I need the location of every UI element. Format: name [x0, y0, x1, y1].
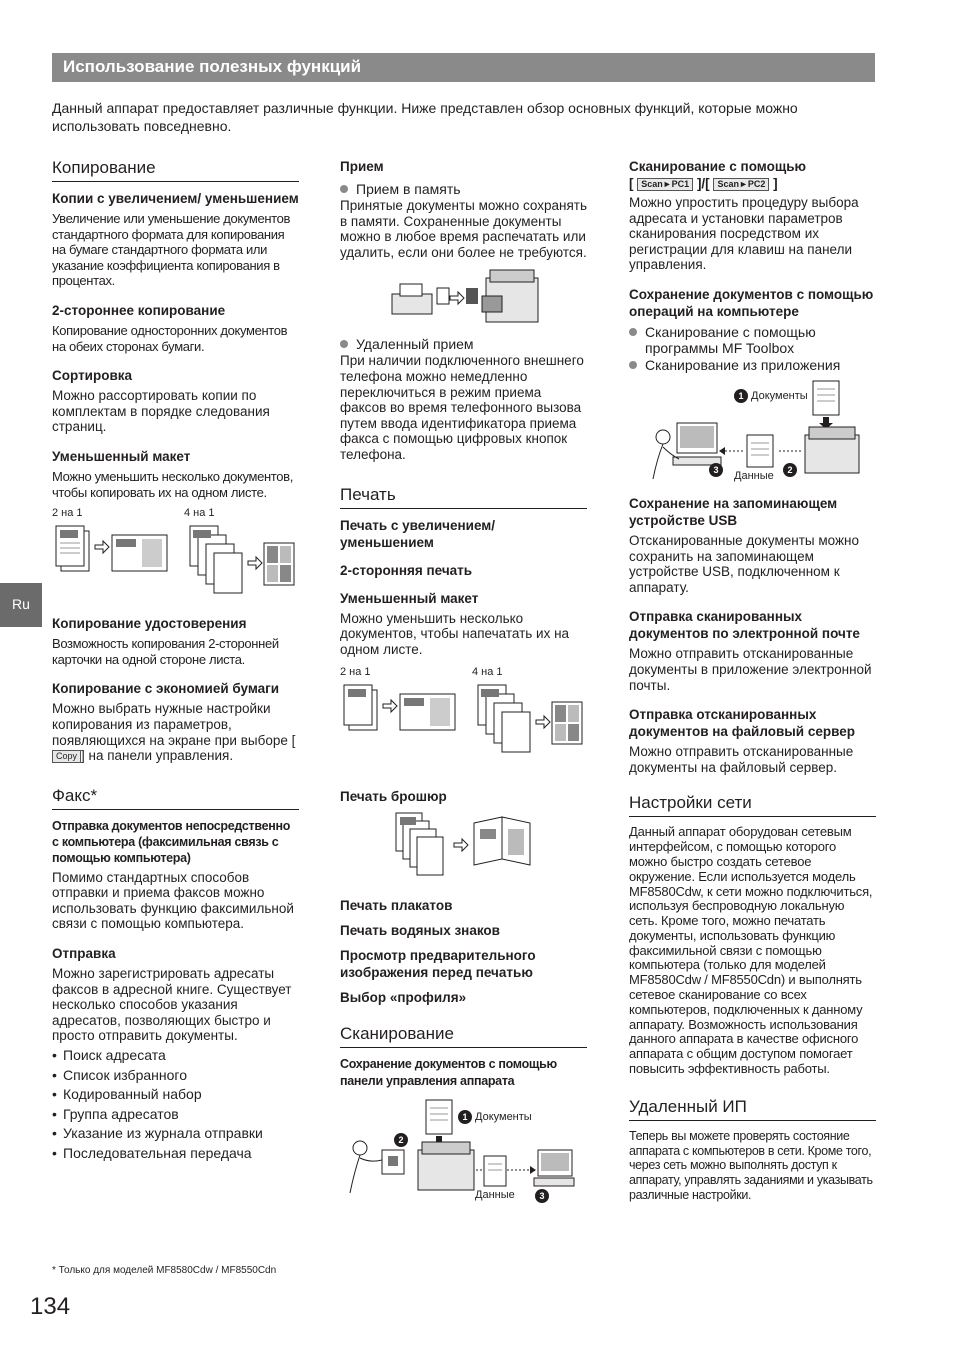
column-3	[629, 158, 876, 1216]
usb-heading: Сохранение на запоминающем устройстве USB	[629, 495, 838, 528]
file-server-heading: Отправка отсканированных документов на файловый сервер	[629, 707, 855, 740]
docs-label: Документы	[475, 1111, 532, 1124]
scan-from-computer-list	[629, 324, 876, 373]
footnote: * Только для моделей MF8580Cdw / MF8550Cdn	[52, 1265, 277, 1276]
pc-fax-text: Помимо стандартных способов отправки и приема факсов можно использовать функцию факсимильной связи с помощью компьютера.	[52, 869, 294, 932]
memory-text: Принятые документы можно сохранять в памяти. Сохраненные документы можно в любое время распечатать или удалить, если они более не требуются.	[340, 198, 587, 260]
data-label: Данные	[475, 1189, 515, 1202]
language-tab	[0, 583, 42, 627]
file-server-text: Можно отправить отсканированные документы на файловый сервер.	[629, 744, 854, 775]
receive-heading: Прием	[340, 159, 384, 174]
sort-text: Можно рассортировать копии по комплектам в порядке следования страниц.	[52, 388, 270, 435]
remote-ui-text: Теперь вы можете проверять состояние аппарата с компьютеров в сети. Кроме того, через сеть можно выполнять доступ к аппарату, управлять заданиями и указывать различные настройки.	[629, 1128, 873, 1203]
print-duplex-heading: 2-сторонняя печать	[340, 562, 473, 578]
list-item: • Последовательная передача	[52, 1144, 299, 1164]
step-2-marker: 2	[783, 463, 797, 477]
copy-key-icon: Copy	[52, 750, 81, 763]
layout-text: Можно уменьшить несколько документов, чтобы копировать их на одном листе.	[52, 468, 293, 500]
list-item: Прием в память	[340, 181, 587, 197]
step-1-marker: 1	[458, 1110, 472, 1124]
booklet-heading: Печать брошюр	[340, 789, 447, 805]
list-item: • Поиск адресата	[52, 1046, 299, 1066]
copy-heading: Копирование	[52, 158, 299, 182]
receive-list-memory	[340, 181, 587, 197]
list-item: Сканирование с помощью программы MF Toolbox	[629, 324, 876, 356]
eco-copy-heading: Копирование с экономией бумаги	[52, 681, 280, 697]
step-2-marker: 2	[394, 1133, 408, 1147]
sort-heading: Сортировка	[52, 368, 133, 384]
banner-title: Использование полезных функций	[63, 57, 362, 76]
memory-receive-illustration	[340, 266, 587, 328]
pc-fax-heading: Отправка документов непосредственно с компьютера (факсимильная связь с помощью компьютера)	[52, 818, 291, 865]
page-number: 134	[30, 1293, 71, 1320]
scan-pc1-key-icon: Scan►PC1	[637, 178, 693, 191]
list-item: • Кодированный набор	[52, 1085, 299, 1105]
scan-button-text: Можно упростить процедуру выбора адресата и установки параметров сканирования посредством их регистрации для клавиш на панели управления.	[629, 195, 859, 273]
fax-heading: Факс*	[52, 786, 299, 810]
remote-ui-heading: Удаленный ИП	[629, 1097, 876, 1121]
email-heading: Отправка сканированных документов по электронной почте	[629, 609, 860, 642]
network-heading: Настройки сети	[629, 793, 876, 817]
send-heading: Отправка	[52, 946, 116, 962]
network-text: Данный аппарат оборудован сетевым интерфейсом, с помощью которого можно быстро создать сетевое окружение. Если используется модель MF8580Cdw, к сети можно подключиться, используя беспроводную локальную сеть. Кроме того, можно печатать документы, использовать функцию факсимильной связи с помощью компьютера (только для моделей MF8580Cdw / MF8550Cdn) и выполнять сетевое сканирование со всех компьютеров, подключенных к данному аппарату. Возможность использования данного аппарата в качестве офисного аппарата с общим доступом помогает повысить эффективность работы.	[629, 824, 873, 1077]
poster-heading: Печать плакатов	[340, 898, 453, 914]
step-3-marker: 3	[709, 463, 723, 477]
duplex-copy-heading: 2-стороннее копирование	[52, 302, 226, 318]
id-copy-heading: Копирование удостоверения	[52, 616, 247, 632]
id-copy-text: Возможность копирования 2-сторонней карточки на одной стороне листа.	[52, 636, 279, 667]
zoom-copy-heading: Копии с увеличением/ уменьшением	[52, 191, 299, 206]
eco-copy-text	[52, 701, 299, 763]
send-list	[52, 1046, 299, 1163]
print-layout-heading: Уменьшенный макет	[340, 590, 479, 606]
send-text: Можно зарегистрировать адресаты факсов в адресной книге. Существует несколько способов указания адресатов, позволяющих быстро и просто отправить документы.	[52, 966, 292, 1044]
list-item: Сканирование из приложения	[629, 357, 876, 373]
section-banner	[52, 53, 875, 82]
booklet-illustration	[340, 809, 587, 889]
scan-pc2-key-icon: Scan►PC2	[713, 178, 769, 191]
column-2	[340, 158, 587, 1210]
list-item: • Группа адресатов	[52, 1105, 299, 1125]
scan-computer-illustration	[629, 379, 876, 487]
print-heading: Печать	[340, 485, 587, 509]
eco-text-part1: Можно выбрать нужные настройки копирования из параметров, появляющихся на экране при выборе [	[52, 701, 296, 748]
print-layout-text: Можно уменьшить несколько документов, чтобы напечатать их на одном листе.	[340, 610, 570, 657]
data-label: Данные	[734, 469, 774, 482]
email-text: Можно отправить отсканированные документы в приложение электронной почты.	[629, 646, 872, 693]
layout-heading: Уменьшенный макет	[52, 448, 191, 464]
zoom-copy-text: Увеличение или уменьшение документов стандартного формата для копирования на бумаге стандартного формата или указание коэффициента копирования в процентах.	[52, 211, 291, 289]
list-item: • Список избранного	[52, 1066, 299, 1086]
step-3-marker: 3	[535, 1189, 549, 1203]
label-4in1: 4 на 1	[472, 666, 503, 679]
scan-button-heading-text: Сканирование с помощью	[629, 159, 807, 174]
scan-heading: Сканирование	[340, 1024, 587, 1048]
label-2in1: 2 на 1	[340, 666, 371, 679]
nup-diagram	[52, 521, 299, 607]
scan-button-heading: Сканирование с помощью [ Scan►PC1 ]/[ Scan►PC2 ]	[629, 159, 807, 191]
watermark-heading: Печать водяных знаков	[340, 923, 500, 939]
nup-print-diagram	[340, 680, 587, 772]
eco-text-part2: ] на панели управления.	[81, 748, 234, 764]
profile-heading: Выбор «профиля»	[340, 990, 467, 1006]
list-item: • Указание из журнала отправки	[52, 1124, 299, 1144]
label-4in1: 4 на 1	[184, 507, 215, 520]
docs-label: Документы	[751, 389, 808, 402]
scan-from-computer-heading: Сохранение документов с помощью операций на компьютере	[629, 286, 874, 319]
step-1-marker: 1	[734, 389, 748, 403]
print-zoom-heading: Печать с увеличением/ уменьшением	[340, 517, 496, 550]
scan-panel-heading: Сохранение документов с помощью панели управления аппарата	[340, 1057, 557, 1089]
list-item: Удаленный прием	[340, 336, 587, 352]
label-2in1: 2 на 1	[52, 507, 83, 520]
duplex-copy-text: Копирование односторонних документов на обеих сторонах бумаги.	[52, 322, 288, 354]
scan-panel-illustration	[340, 1098, 587, 1210]
usb-text: Отсканированные документы можно сохранить на запоминающем устройстве USB, подключенном к аппарату.	[629, 532, 859, 595]
language-tab-label: Ru	[12, 596, 30, 612]
intro-text: Данный аппарат предоставляет различные функции. Ниже представлен обзор основных функций, которые можно использовать повседневно.	[52, 100, 798, 134]
receive-list-remote	[340, 336, 587, 352]
nup-print-illustration	[340, 666, 587, 776]
column-1	[52, 158, 299, 1175]
remote-text: При наличии подключенного внешнего телефона можно немедленно переключиться в режим приема факсов во время телефонного вызова путем ввода идентификатора приема факса с помощью цифровых кнопок телефона.	[340, 353, 584, 462]
preview-heading: Просмотр предварительного изображения перед печатью	[340, 948, 536, 981]
nup-copy-illustration	[52, 507, 299, 607]
